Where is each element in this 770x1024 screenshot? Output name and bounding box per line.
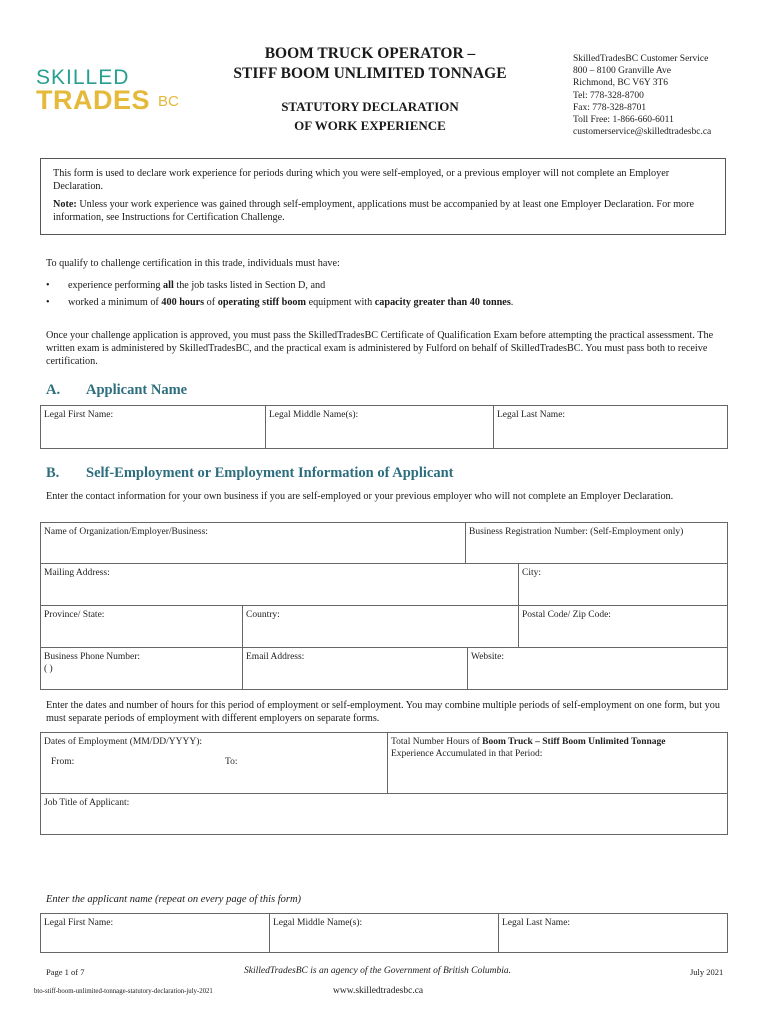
total-hours-label bbox=[391, 736, 724, 748]
bullet-dot: • bbox=[46, 280, 50, 291]
contact-fax: Fax: 778-328-8701 bbox=[573, 102, 647, 113]
contact-tollfree: Toll Free: 1-866-660-6011 bbox=[573, 115, 674, 126]
contact-address-1: 800 – 8100 Granville Ave bbox=[573, 66, 671, 77]
repeat-last-name-label: Legal Last Name: bbox=[502, 918, 571, 928]
job-title-label: Job Title of Applicant: bbox=[44, 798, 130, 808]
bullet-2-with: equipment with bbox=[306, 297, 375, 308]
subtitle-line-1: STATUTORY DECLARATION bbox=[281, 99, 459, 114]
website-field[interactable] bbox=[467, 647, 728, 690]
bullet-2-capacity: capacity greater than 40 tonnes bbox=[374, 297, 511, 308]
total-hours-trade: Boom Truck – Stiff Boom Unlimited Tonnage bbox=[482, 737, 666, 747]
bullet-2-equipment: operating stiff boom bbox=[217, 297, 307, 308]
organization-name-label: Name of Organization/Employer/Business: bbox=[44, 527, 208, 537]
total-hours-label-start: Total Number Hours of bbox=[391, 737, 483, 747]
bullet-1-text-end: the job tasks listed in Section D, and bbox=[173, 280, 326, 291]
legal-last-name-field[interactable] bbox=[493, 405, 728, 449]
legal-middle-name-field[interactable] bbox=[265, 405, 494, 449]
qualify-bullets bbox=[46, 279, 513, 313]
note-text: Unless your work experience was gained through self-employment, applications must be accompanied by at least one Employer Declaration. For more information, see Instructions for Certification Challenge. bbox=[53, 199, 695, 223]
legal-middle-name-label: Legal Middle Name(s): bbox=[269, 410, 359, 420]
skilledtradesbc-logo bbox=[36, 66, 186, 114]
website-label: Website: bbox=[471, 652, 505, 662]
city-field[interactable] bbox=[518, 563, 728, 606]
intro-note bbox=[53, 198, 713, 224]
legal-last-name-label: Legal Last Name: bbox=[497, 410, 566, 420]
title-line-2: STIFF BOOM UNLIMITED TONNAGE bbox=[233, 65, 507, 82]
legal-first-name-label: Legal First Name: bbox=[44, 410, 114, 420]
file-name: bto-stiff-boom-unlimited-tonnage-statutory-declaration-july-2021 bbox=[34, 988, 213, 995]
bullet-2-text: worked a minimum of bbox=[68, 297, 162, 308]
postal-code-label: Postal Code/ Zip Code: bbox=[522, 610, 611, 620]
business-registration-field[interactable] bbox=[465, 522, 728, 564]
bullet-2-period: . bbox=[510, 297, 514, 308]
total-hours-label-end: Experience Accumulated in that Period: bbox=[391, 749, 543, 759]
bullet-2-of: of bbox=[204, 297, 218, 308]
section-b-title: Self-Employment or Employment Information of Applicant bbox=[86, 465, 454, 481]
dates-of-employment-field[interactable] bbox=[40, 732, 388, 794]
section-b-heading bbox=[46, 465, 453, 482]
revision-date: July 2021 bbox=[690, 967, 724, 977]
city-label: City: bbox=[522, 568, 542, 578]
country-label: Country: bbox=[246, 610, 280, 620]
bullet-2-hours: 400 hours bbox=[161, 297, 205, 308]
contact-address-2: Richmond, BC V6Y 3T6 bbox=[573, 78, 669, 89]
bullet-item-1 bbox=[46, 279, 513, 296]
total-hours-field[interactable] bbox=[387, 732, 728, 794]
approval-paragraph: Once your challenge application is approved, you must pass the SkilledTradesBC Certificate of Qualification Exam before attempting the practical assessment. The written exam is administered by SkilledTradesBC, and the practical exam is administered by Fulford on behalf of SkilledTradesBC. You must pass both to receive certification. bbox=[46, 330, 714, 367]
intro-box bbox=[40, 158, 726, 235]
contact-info bbox=[573, 53, 711, 138]
section-a-heading bbox=[46, 382, 187, 399]
dates-of-employment-label: Dates of Employment (MM/DD/YYYY): bbox=[44, 737, 203, 747]
email-address-label: Email Address: bbox=[246, 652, 305, 662]
subtitle-line-2: OF WORK EXPERIENCE bbox=[294, 118, 446, 133]
bullet-1-text: experience performing bbox=[68, 280, 164, 291]
section-a-letter: A. bbox=[46, 382, 61, 398]
job-title-field[interactable] bbox=[40, 793, 728, 835]
country-field[interactable] bbox=[242, 605, 519, 648]
qualify-lead: To qualify to challenge certification in this trade, individuals must have: bbox=[46, 258, 340, 269]
business-registration-label: Business Registration Number: (Self-Employment only) bbox=[469, 527, 684, 537]
repeat-first-name-label: Legal First Name: bbox=[44, 918, 114, 928]
agency-statement: SkilledTradesBC is an agency of the Government of British Columbia. bbox=[244, 966, 512, 976]
logo-bc-text: BC bbox=[158, 93, 179, 110]
province-field[interactable] bbox=[40, 605, 243, 648]
note-label: Note: bbox=[53, 199, 77, 210]
province-label: Province/ State: bbox=[44, 610, 105, 620]
business-phone-label: Business Phone Number: bbox=[44, 652, 141, 662]
repeat-last-name-field[interactable] bbox=[498, 913, 728, 953]
repeat-middle-name-label: Legal Middle Name(s): bbox=[273, 918, 363, 928]
postal-code-field[interactable] bbox=[518, 605, 728, 648]
section-b-lead: Enter the contact information for your own business if you are self-employed or your previous employer who will not complete an Employer Declaration. bbox=[46, 491, 674, 502]
logo-skilled-text: SKILLED bbox=[36, 66, 130, 89]
footer-website-link[interactable]: www.skilledtradesbc.ca bbox=[333, 986, 424, 996]
from-date-label[interactable]: From: bbox=[51, 757, 75, 767]
intro-paragraph: This form is used to declare work experience for periods during which you were self-employed, or a previous employer will not complete an Employer Declaration. bbox=[53, 168, 670, 192]
legal-first-name-field[interactable] bbox=[40, 405, 266, 449]
contact-email[interactable]: customerservice@skilledtradesbc.ca bbox=[573, 127, 712, 138]
page-number: Page 1 of 7 bbox=[46, 967, 85, 977]
logo-trades-text: TRADES bbox=[36, 85, 151, 115]
bullet-1-bold: all bbox=[163, 280, 174, 291]
phone-area-code: ( ) bbox=[44, 664, 53, 674]
email-address-field[interactable] bbox=[242, 647, 468, 690]
mailing-address-label: Mailing Address: bbox=[44, 568, 110, 578]
bullet-item-2 bbox=[46, 296, 513, 313]
bullet-dot: • bbox=[46, 297, 50, 308]
section-a-title: Applicant Name bbox=[86, 382, 188, 398]
mailing-address-field[interactable] bbox=[40, 563, 519, 606]
business-phone-field[interactable] bbox=[40, 647, 243, 690]
dates-lead: Enter the dates and number of hours for this period of employment or self-employment. You may combine multiple periods of self-employment on one form, but you must separate periods of employment with different employers on separate forms. bbox=[46, 700, 720, 724]
contact-name: SkilledTradesBC Customer Service bbox=[573, 54, 709, 64]
dates-row bbox=[44, 756, 384, 770]
repeat-name-lead: Enter the applicant name (repeat on every page of this form) bbox=[46, 894, 302, 905]
title-line-1: BOOM TRUCK OPERATOR – bbox=[264, 45, 476, 62]
contact-tel: Tel: 778-328-8700 bbox=[573, 90, 644, 101]
to-date-label[interactable]: To: bbox=[225, 757, 238, 767]
section-b-letter: B. bbox=[46, 465, 60, 481]
repeat-middle-name-field[interactable] bbox=[269, 913, 499, 953]
form-title bbox=[200, 44, 540, 135]
repeat-first-name-field[interactable] bbox=[40, 913, 270, 953]
organization-name-field[interactable] bbox=[40, 522, 466, 564]
